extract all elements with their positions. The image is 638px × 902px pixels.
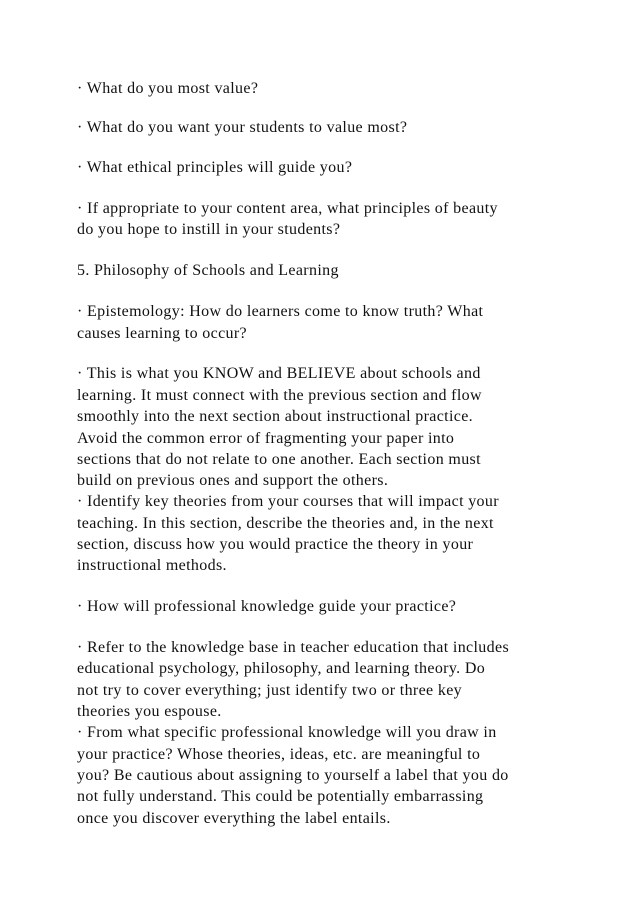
bullet-epistemology-line-1: · Epistemology: How do learners come to know truth? What [77,303,484,320]
bullet-key-theories-line-2: teaching. In this section, describe the theories and, in the next [77,515,494,532]
bullet-knowledge-base-line-3: not try to cover everything; just identify two or three key [77,682,463,699]
bullet-know-believe-line-3: smoothly into the next section about instructional practice. [77,408,474,425]
bullet-knowledge-base-line-2: educational psychology, philosophy, and learning theory. Do [77,660,486,677]
bullet-know-believe-line-2: learning. It must connect with the previous section and flow [77,387,482,404]
bullet-specific-knowledge-line-5: once you discover everything the label entails. [77,810,391,827]
bullet-epistemology-line-2: causes learning to occur? [77,325,248,342]
bullet-professional-knowledge: · How will professional knowledge guide your practice? [77,598,457,615]
bullet-knowledge-base-line-1: · Refer to the knowledge base in teacher education that includes [77,639,510,656]
bullet-most-value: · What do you most value? [77,80,259,97]
bullet-know-believe-line-6: build on previous ones and support the others. [77,472,389,489]
bullet-beauty-line-2: do you hope to instill in your students? [77,221,341,238]
bullet-know-believe-line-4: Avoid the common error of fragmenting your paper into [77,430,455,447]
bullet-know-believe-line-1: · This is what you KNOW and BELIEVE about schools and [77,365,481,382]
bullet-students-value: · What do you want your students to value most? [77,119,408,136]
bullet-key-theories-line-3: section, discuss how you would practice the theory in your [77,536,474,553]
section-heading-philosophy: 5. Philosophy of Schools and Learning [77,262,339,279]
bullet-key-theories-line-1: · Identify key theories from your courses that will impact your [77,493,499,510]
bullet-ethical-principles: · What ethical principles will guide you? [77,159,353,176]
bullet-knowledge-base-line-4: theories you espouse. [77,703,222,720]
bullet-specific-knowledge-line-4: not fully understand. This could be potentially embarrassing [77,788,484,805]
bullet-specific-knowledge-line-2: your practice? Whose theories, ideas, etc. are meaningful to [77,746,481,763]
bullet-know-believe-line-5: sections that do not relate to one another. Each section must [77,451,481,468]
bullet-specific-knowledge-line-1: · From what specific professional knowledge will you draw in [77,724,497,741]
bullet-key-theories-line-4: instructional methods. [77,557,227,574]
bullet-beauty-line-1: · If appropriate to your content area, what principles of beauty [77,200,498,217]
bullet-specific-knowledge-line-3: you? Be cautious about assigning to yourself a label that you do [77,767,509,784]
